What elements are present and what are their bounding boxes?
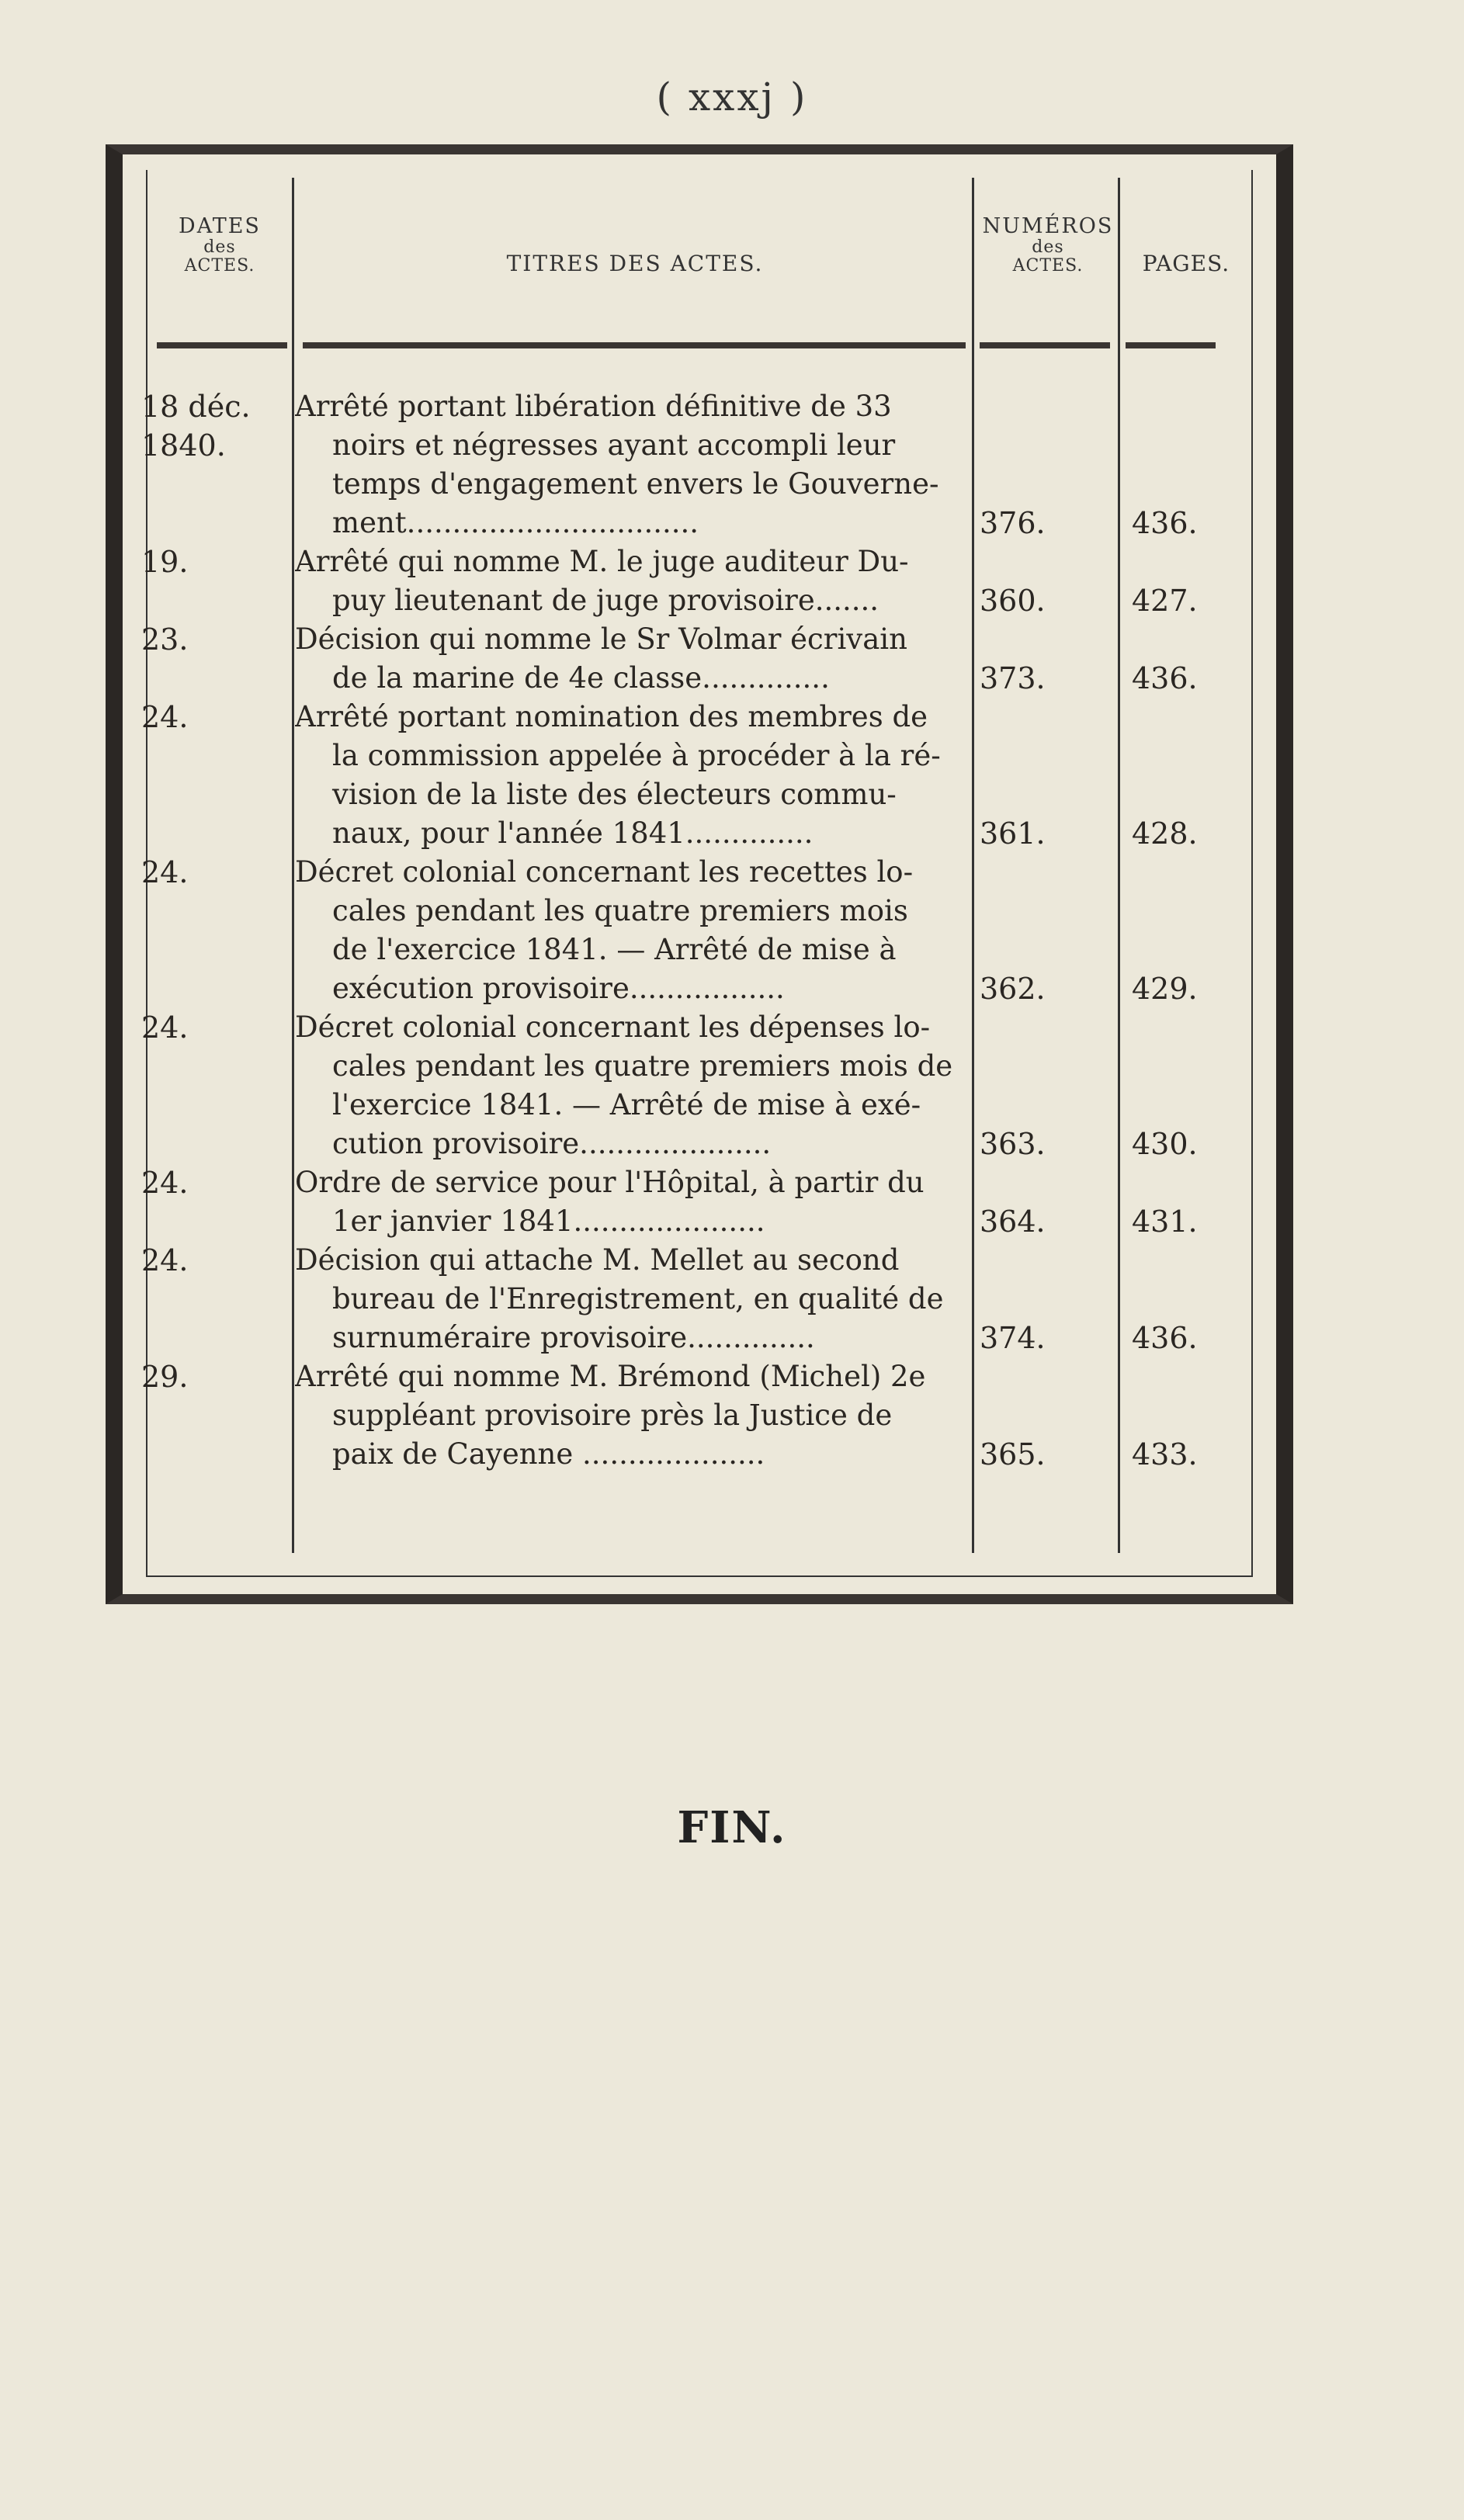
entry-numero: 360.	[980, 584, 1046, 618]
entry-title	[295, 1008, 964, 1163]
entry-date	[141, 387, 289, 465]
entry-title-line: noirs et négresses ayant accompli leur	[332, 428, 896, 462]
table-row	[123, 1008, 1242, 1163]
entry-page: 436.	[1132, 506, 1198, 540]
entry-title-line: paix de Cayenne ....................	[332, 1437, 765, 1471]
entry-title-line: suppléant provisoire près la Justice de	[332, 1399, 893, 1432]
entry-numero: 365.	[980, 1437, 1046, 1471]
entry-title-line: bureau de l'Enregistrement, en qualité de	[332, 1282, 944, 1315]
entry-page: 433.	[1132, 1437, 1198, 1471]
entry-title	[295, 1357, 964, 1474]
entry-numero: 374.	[980, 1321, 1046, 1355]
entry-page: 430.	[1132, 1127, 1198, 1161]
header-rule	[980, 342, 1110, 348]
entry-title	[295, 542, 964, 620]
entry-page: 436.	[1132, 661, 1198, 695]
entry-date-line: 24.	[141, 1010, 189, 1045]
header-numeros-line: NUMÉROS	[982, 214, 1114, 238]
entry-title-line: temps d'engagement envers le Gouverne-	[332, 467, 939, 501]
entry-title	[295, 620, 964, 698]
table-row	[123, 1163, 1242, 1241]
table-row	[123, 1357, 1242, 1474]
entry-title-line: 1er janvier 1841.....................	[332, 1205, 765, 1238]
entry-numero: 363.	[980, 1127, 1046, 1161]
entry-numero: 376.	[980, 506, 1046, 540]
page-number: ( xxxj )	[656, 75, 808, 120]
entry-date-line: 23.	[141, 622, 189, 657]
table-row	[123, 387, 1242, 542]
entry-title	[295, 1163, 964, 1241]
entry-title-line: Décision qui attache M. Mellet au second	[295, 1243, 900, 1277]
entry-title	[295, 1241, 964, 1357]
entry-title-line: de l'exercice 1841. — Arrêté de mise à	[332, 933, 897, 966]
entry-title-line: cales pendant les quatre premiers mois	[332, 894, 908, 927]
entry-numero: 373.	[980, 661, 1046, 695]
entry-title-line: Décret colonial concernant les dépenses lo-	[295, 1010, 931, 1044]
entry-title	[295, 387, 964, 542]
header-pages: PAGES.	[1142, 251, 1230, 276]
table-row	[123, 542, 1242, 620]
entry-page: 429.	[1132, 972, 1198, 1006]
entry-title	[295, 698, 964, 853]
header-rule	[303, 342, 966, 348]
table-row	[123, 1241, 1242, 1357]
entry-date	[141, 1163, 289, 1202]
entry-date	[141, 1241, 289, 1280]
entry-title-line: vision de la liste des électeurs commu-	[332, 778, 897, 811]
entry-date	[141, 620, 289, 659]
header-rule	[157, 342, 287, 348]
entry-page: 436.	[1132, 1321, 1198, 1355]
entries-list	[123, 387, 1242, 1474]
entry-date-line: 24.	[141, 1166, 189, 1200]
header-dates	[154, 215, 286, 276]
entry-title-line: de la marine de 4e classe..............	[332, 661, 830, 695]
entry-title-line: la commission appelée à procéder à la ré-	[332, 739, 941, 772]
header-numeros-line: ACTES.	[1012, 255, 1084, 276]
header-numeros	[978, 215, 1118, 276]
table-row	[123, 853, 1242, 1008]
entry-page: 428.	[1132, 816, 1198, 851]
entry-title-line: Arrêté qui nomme M. le juge auditeur Du-	[295, 545, 909, 578]
entry-title-line: Décision qui nomme le Sr Volmar écrivain	[295, 622, 907, 656]
table-frame	[106, 144, 1293, 1604]
entry-title-line: naux, pour l'année 1841..............	[332, 816, 814, 850]
entry-title-line: Arrêté portant nomination des membres de	[295, 700, 928, 733]
entry-title-line: Arrêté portant libération définitive de 33	[295, 390, 892, 423]
entry-numero: 364.	[980, 1205, 1046, 1239]
header-dates-line: DATES	[179, 214, 261, 238]
entry-title	[295, 853, 964, 1008]
entry-title-line: l'exercice 1841. — Arrêté de mise à exé-	[332, 1088, 921, 1121]
entry-date	[141, 542, 289, 581]
header-dates-line: ACTES.	[184, 255, 255, 276]
entry-date-line: 24.	[141, 855, 189, 889]
entry-page: 431.	[1132, 1205, 1198, 1239]
entry-date-line: 1840.	[141, 428, 226, 463]
entry-numero: 361.	[980, 816, 1046, 851]
entry-page: 427.	[1132, 584, 1198, 618]
entry-title-line: surnuméraire provisoire..............	[332, 1321, 815, 1354]
entry-title-line: Décret colonial concernant les recettes lo-	[295, 855, 914, 889]
entry-date-line: 24.	[141, 700, 189, 734]
entry-date	[141, 853, 289, 892]
header-numeros-line: des	[1032, 237, 1064, 257]
entry-title-line: Arrêté qui nomme M. Brémond (Michel) 2e	[295, 1360, 926, 1393]
header-rule	[1126, 342, 1216, 348]
entry-date-line: 18 déc.	[141, 390, 251, 424]
table-row	[123, 620, 1242, 698]
entry-title-line: cales pendant les quatre premiers mois de	[332, 1049, 953, 1083]
header-titres: TITRES DES ACTES.	[506, 251, 764, 276]
entry-date-line: 29.	[141, 1360, 189, 1394]
entry-date	[141, 1357, 289, 1396]
entry-date-line: 24.	[141, 1243, 189, 1277]
entry-title-line: puy lieutenant de juge provisoire.......	[332, 584, 879, 617]
entry-date-line: 19.	[141, 545, 189, 579]
table-row	[123, 698, 1242, 853]
header-dates-line: des	[203, 237, 236, 257]
entry-numero: 362.	[980, 972, 1046, 1006]
fin-label: FIN.	[677, 1802, 787, 1853]
entry-date	[141, 698, 289, 737]
entry-title-line: cution provisoire.....................	[332, 1127, 772, 1160]
entry-date	[141, 1008, 289, 1047]
entry-title-line: exécution provisoire.................	[332, 972, 785, 1005]
entry-title-line: ment................................	[332, 506, 699, 539]
entry-title-line: Ordre de service pour l'Hôpital, à partir du	[295, 1166, 925, 1199]
